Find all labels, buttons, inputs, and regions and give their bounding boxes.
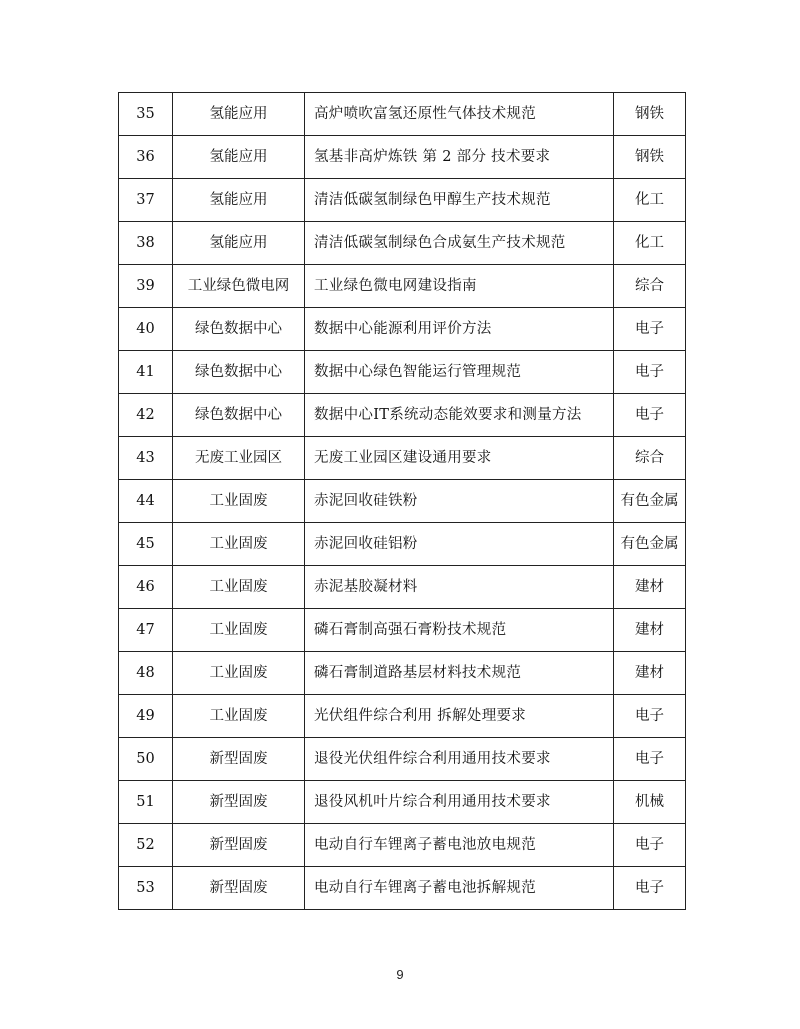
row-number-cell: 50: [119, 738, 173, 781]
row-number-cell: 36: [119, 136, 173, 179]
field-cell: 工业固废: [173, 609, 305, 652]
row-number-cell: 39: [119, 265, 173, 308]
industry-cell: 综合: [614, 265, 686, 308]
industry-cell: 综合: [614, 437, 686, 480]
row-number-cell: 35: [119, 93, 173, 136]
industry-cell: 有色金属: [614, 480, 686, 523]
field-cell: 工业固废: [173, 480, 305, 523]
field-cell: 工业绿色微电网: [173, 265, 305, 308]
row-number-cell: 52: [119, 824, 173, 867]
standard-name-cell: 光伏组件综合利用 拆解处理要求: [305, 695, 614, 738]
standard-name-cell: 清洁低碳氢制绿色甲醇生产技术规范: [305, 179, 614, 222]
field-cell: 工业固废: [173, 695, 305, 738]
standard-name-cell: 磷石膏制高强石膏粉技术规范: [305, 609, 614, 652]
table-row: [119, 437, 686, 480]
standard-name-cell: 退役风机叶片综合利用通用技术要求: [305, 781, 614, 824]
standard-name-cell: 数据中心绿色智能运行管理规范: [305, 351, 614, 394]
field-cell: 新型固废: [173, 781, 305, 824]
table-row: [119, 308, 686, 351]
row-number-cell: 40: [119, 308, 173, 351]
industry-cell: 电子: [614, 351, 686, 394]
row-number-cell: 53: [119, 867, 173, 910]
standard-name-cell: 工业绿色微电网建设指南: [305, 265, 614, 308]
standard-name-cell: 退役光伏组件综合利用通用技术要求: [305, 738, 614, 781]
field-cell: 氢能应用: [173, 136, 305, 179]
row-number-cell: 45: [119, 523, 173, 566]
row-number-cell: 41: [119, 351, 173, 394]
industry-cell: 电子: [614, 695, 686, 738]
table-row: [119, 695, 686, 738]
table-row: [119, 179, 686, 222]
field-cell: 绿色数据中心: [173, 394, 305, 437]
industry-cell: 化工: [614, 222, 686, 265]
field-cell: 工业固废: [173, 652, 305, 695]
standard-name-cell: 氢基非高炉炼铁 第 2 部分 技术要求: [305, 136, 614, 179]
industry-cell: 建材: [614, 566, 686, 609]
row-number-cell: 48: [119, 652, 173, 695]
field-cell: 无废工业园区: [173, 437, 305, 480]
field-cell: 工业固废: [173, 566, 305, 609]
table-row: [119, 738, 686, 781]
standard-name-cell: 高炉喷吹富氢还原性气体技术规范: [305, 93, 614, 136]
standard-name-cell: 清洁低碳氢制绿色合成氨生产技术规范: [305, 222, 614, 265]
table-row: [119, 136, 686, 179]
table-row: [119, 394, 686, 437]
row-number-cell: 51: [119, 781, 173, 824]
table-row: [119, 523, 686, 566]
standard-name-cell: 赤泥回收硅铝粉: [305, 523, 614, 566]
row-number-cell: 38: [119, 222, 173, 265]
standard-name-cell: 赤泥回收硅铁粉: [305, 480, 614, 523]
table-row: [119, 480, 686, 523]
table-row: [119, 652, 686, 695]
industry-cell: 电子: [614, 308, 686, 351]
table-row: [119, 265, 686, 308]
field-cell: 新型固废: [173, 867, 305, 910]
standard-name-cell: 数据中心能源利用评价方法: [305, 308, 614, 351]
standard-name-cell: 数据中心IT系统动态能效要求和测量方法: [305, 394, 614, 437]
industry-cell: 有色金属: [614, 523, 686, 566]
industry-cell: 电子: [614, 394, 686, 437]
standard-name-cell: 电动自行车锂离子蓄电池放电规范: [305, 824, 614, 867]
table-row: [119, 609, 686, 652]
row-number-cell: 43: [119, 437, 173, 480]
field-cell: 新型固废: [173, 824, 305, 867]
table-row: [119, 867, 686, 910]
industry-cell: 建材: [614, 609, 686, 652]
field-cell: 工业固废: [173, 523, 305, 566]
standard-name-cell: 磷石膏制道路基层材料技术规范: [305, 652, 614, 695]
row-number-cell: 44: [119, 480, 173, 523]
field-cell: 氢能应用: [173, 179, 305, 222]
row-number-cell: 47: [119, 609, 173, 652]
field-cell: 绿色数据中心: [173, 308, 305, 351]
table-row: [119, 566, 686, 609]
industry-cell: 机械: [614, 781, 686, 824]
standards-table-body: [119, 93, 686, 910]
field-cell: 绿色数据中心: [173, 351, 305, 394]
industry-cell: 电子: [614, 867, 686, 910]
field-cell: 新型固废: [173, 738, 305, 781]
standards-table: [118, 92, 686, 910]
field-cell: 氢能应用: [173, 222, 305, 265]
table-row: [119, 781, 686, 824]
row-number-cell: 46: [119, 566, 173, 609]
industry-cell: 建材: [614, 652, 686, 695]
table-row: [119, 351, 686, 394]
table-row: [119, 222, 686, 265]
page-number: 9: [396, 967, 404, 982]
industry-cell: 化工: [614, 179, 686, 222]
row-number-cell: 37: [119, 179, 173, 222]
standard-name-cell: 无废工业园区建设通用要求: [305, 437, 614, 480]
industry-cell: 电子: [614, 738, 686, 781]
standard-name-cell: 赤泥基胶凝材料: [305, 566, 614, 609]
table-row: [119, 93, 686, 136]
industry-cell: 钢铁: [614, 136, 686, 179]
row-number-cell: 42: [119, 394, 173, 437]
table-row: [119, 824, 686, 867]
field-cell: 氢能应用: [173, 93, 305, 136]
standard-name-cell: 电动自行车锂离子蓄电池拆解规范: [305, 867, 614, 910]
row-number-cell: 49: [119, 695, 173, 738]
industry-cell: 钢铁: [614, 93, 686, 136]
industry-cell: 电子: [614, 824, 686, 867]
